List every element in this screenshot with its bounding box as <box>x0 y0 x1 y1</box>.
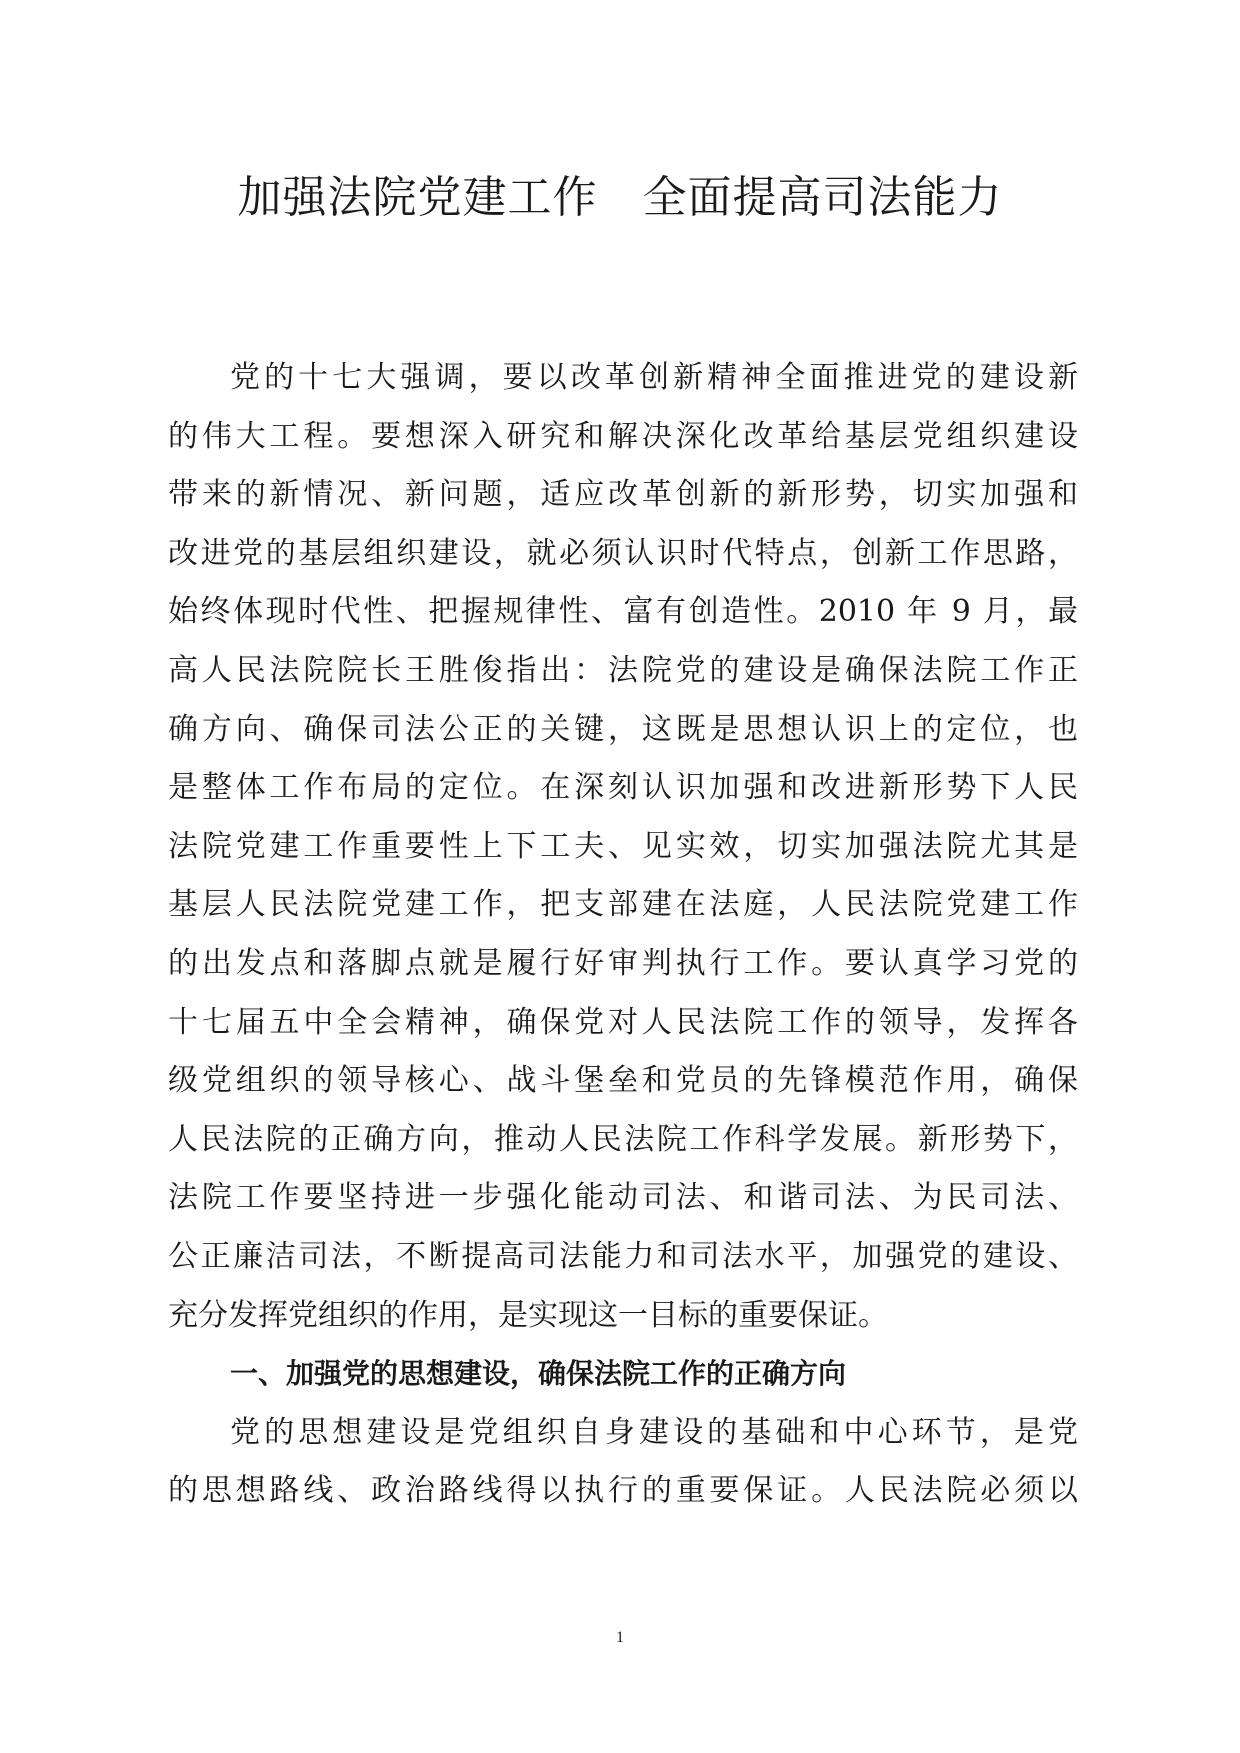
document-title: 加强法院党建工作 全面提高司法能力 <box>237 172 1003 223</box>
paragraph-line: 充分发挥党组织的作用，是实现这一目标的重要保证。 <box>168 1297 888 1333</box>
document-body <box>168 349 1078 1521</box>
section-heading: 一、加强党的思想建设，确保法院工作的正确方向 <box>230 1357 847 1391</box>
paragraph-line: 的思想路线、政治路线得以执行的重要保证。人民法院必须以 <box>168 1473 1078 1509</box>
paragraph-line: 公正廉洁司法，不断提高司法能力和司法水平，加强党的建设、 <box>168 1238 1078 1274</box>
page-number: 1 <box>616 1629 624 1646</box>
paragraph-line: 法院党建工作重要性上下工夫、见实效，切实加强法院尤其是 <box>168 828 1078 864</box>
paragraph-line: 始终体现时代性、把握规律性、富有创造性。2010 年 9 月，最 <box>168 594 1078 630</box>
paragraph-line: 确方向、确保司法公正的关键，这既是思想认识上的定位，也 <box>168 711 1078 747</box>
paragraph-line: 十七届五中全会精神，确保党对人民法院工作的领导，发挥各 <box>168 1004 1078 1040</box>
paragraph-line: 党的十七大强调，要以改革创新精神全面推进党的建设新 <box>230 360 1078 395</box>
paragraph-line: 的出发点和落脚点就是履行好审判执行工作。要认真学习党的 <box>168 945 1078 981</box>
paragraph-line: 基层人民法院党建工作，把支部建在法庭，人民法院党建工作 <box>168 887 1078 923</box>
paragraph-line: 人民法院的正确方向，推动人民法院工作科学发展。新形势下， <box>168 1121 1078 1157</box>
paragraph-line: 高人民法院院长王胜俊指出：法院党的建设是确保法院工作正 <box>168 652 1078 688</box>
paragraph-line: 党的思想建设是党组织自身建设的基础和中心环节，是党 <box>230 1414 1078 1450</box>
paragraph-line: 是整体工作布局的定位。在深刻认识加强和改进新形势下人民 <box>168 770 1078 806</box>
paragraph-line: 的伟大工程。要想深入研究和解决深化改革给基层党组织建设 <box>168 418 1078 454</box>
paragraph-line: 级党组织的领导核心、战斗堡垒和党员的先锋模范作用，确保 <box>168 1063 1078 1099</box>
paragraph-line: 改进党的基层组织建设，就必须认识时代特点，创新工作思路， <box>168 535 1078 571</box>
paragraph-line: 法院工作要坚持进一步强化能动司法、和谐司法、为民司法、 <box>168 1180 1078 1216</box>
paragraph-line: 带来的新情况、新问题，适应改革创新的新形势，切实加强和 <box>168 477 1078 513</box>
